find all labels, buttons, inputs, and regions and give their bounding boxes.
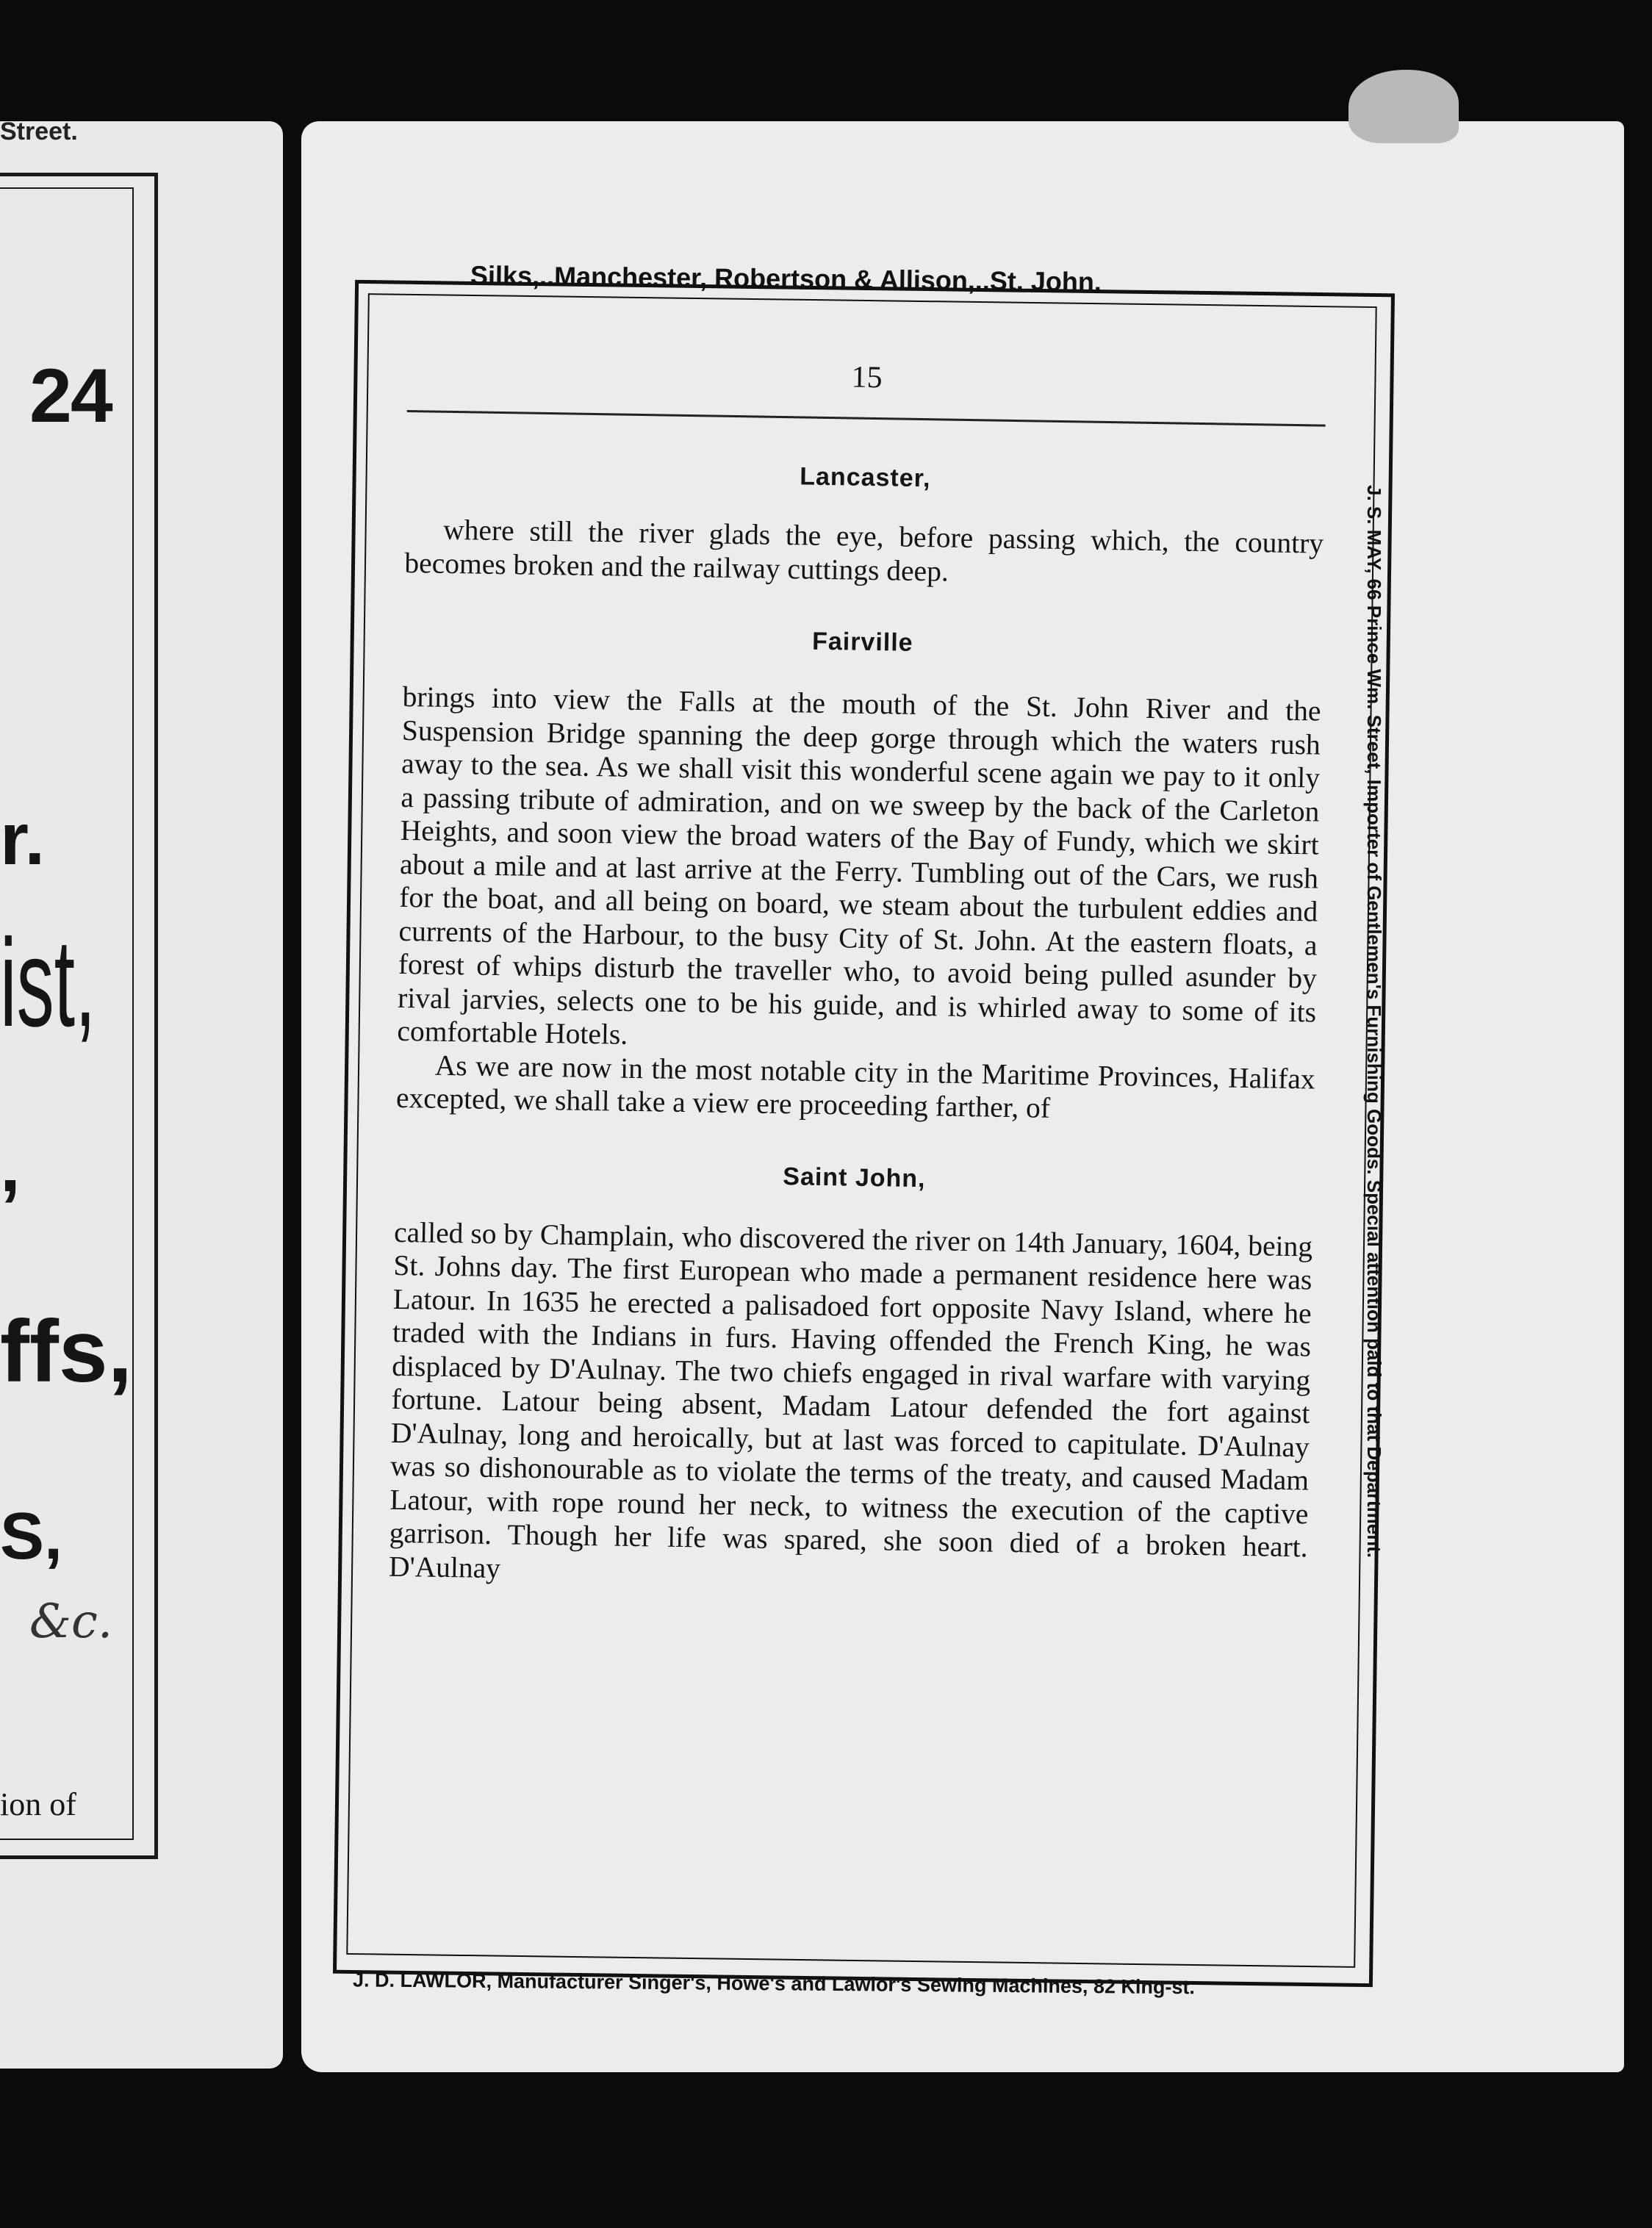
page-content <box>389 353 1326 1598</box>
section-heading-lancaster: Lancaster, <box>800 462 931 493</box>
left-fragment-number: 24 <box>29 353 112 439</box>
page-number: 15 <box>851 360 883 395</box>
header-rule <box>407 410 1326 427</box>
left-fragment-r: r. <box>0 798 46 880</box>
left-page-header-fragment: Street. <box>0 118 78 145</box>
side-running-advert: J. S. MAY, 66 Prince Wm. Street, Importer of Gentlemen's Furnishing Goods. Special attention paid to that Department. <box>1363 485 1385 1559</box>
page-corner-damage <box>1348 70 1459 143</box>
section-heading-saint-john: Saint John, <box>783 1162 926 1193</box>
paragraph-maritime: As we are now in the most notable city in the Maritime Provinces, Halifax excepted, we shall take a view ere proceeding farther, of <box>395 1049 1315 1124</box>
left-fragment-ist: ist, <box>0 913 96 1053</box>
top-running-advert: Silks,..Manchester, Robertson & Allison,..St. John. <box>470 259 1102 297</box>
paragraph-saint-john: called so by Champlain, who discovered the river on 14th January, 1604, being St. Johns day. The first European who made a permanent residence here was Latour. In 1635 he erected a palisadoed fort opposite Navy Island, where he traded with the Indians in furs. Having offended the French King, he was displaced by D'Aulnay. The two chiefs engaged in rival warfare with varying fortune. Latour being absent, Madam Latour defended the fort against D'Aulnay, long and heroically, but at last was forced to capitulate. D'Aulnay was so dishonourable as to violate the terms of the treaty, and caused Madam Latour, with rope round her neck, to witness the execution of the captive garrison. Though her life was spared, she soon died of a broken heart. D'Aulnay <box>388 1215 1313 1584</box>
left-fragment-etc: &c. <box>29 1595 113 1649</box>
paragraph-fairville: brings into view the Falls at the mouth of the St. John River and the Suspension Bridge spanning the deep gorge through which the waters rush away to the sea. As we shall visit this wonderful scene again we pay to it only a passing tribute of admiration, and on we sweep by the back of the Carleton Heights, and soon view the broad waters of the Bay of Fundy, which we skirt about a mile and at last arrive at the Ferry. Tumbling out of the Cars, we rush for the boat, and all being on board, we steam about the turbulent eddies and currents of the Harbour, to the busy City of St. John. At the eastern floats, a forest of whips disturb the traveller who, to avoid being pulled asunder by rival jarvies, selects one to be his guide, and is whirled away to some of its comfortable Hotels. <box>397 680 1321 1051</box>
bottom-running-advert: J. D. LAWLOR, Manufacturer Singer's, Howe's and Lawlor's Sewing Machines, 82 King-st. <box>352 1969 1196 1999</box>
left-fragment-s: S, <box>0 1500 63 1573</box>
left-fragment-comma: , <box>0 1125 21 1207</box>
left-fragment-ion-of: ion of <box>0 1786 76 1822</box>
left-fragment-ffs: ffs, <box>0 1302 132 1401</box>
section-heading-fairville: Fairville <box>811 627 913 657</box>
paragraph-lancaster: where still the river glads the eye, before passing which, the country becomes broken and the railway cuttings deep. <box>404 513 1324 588</box>
